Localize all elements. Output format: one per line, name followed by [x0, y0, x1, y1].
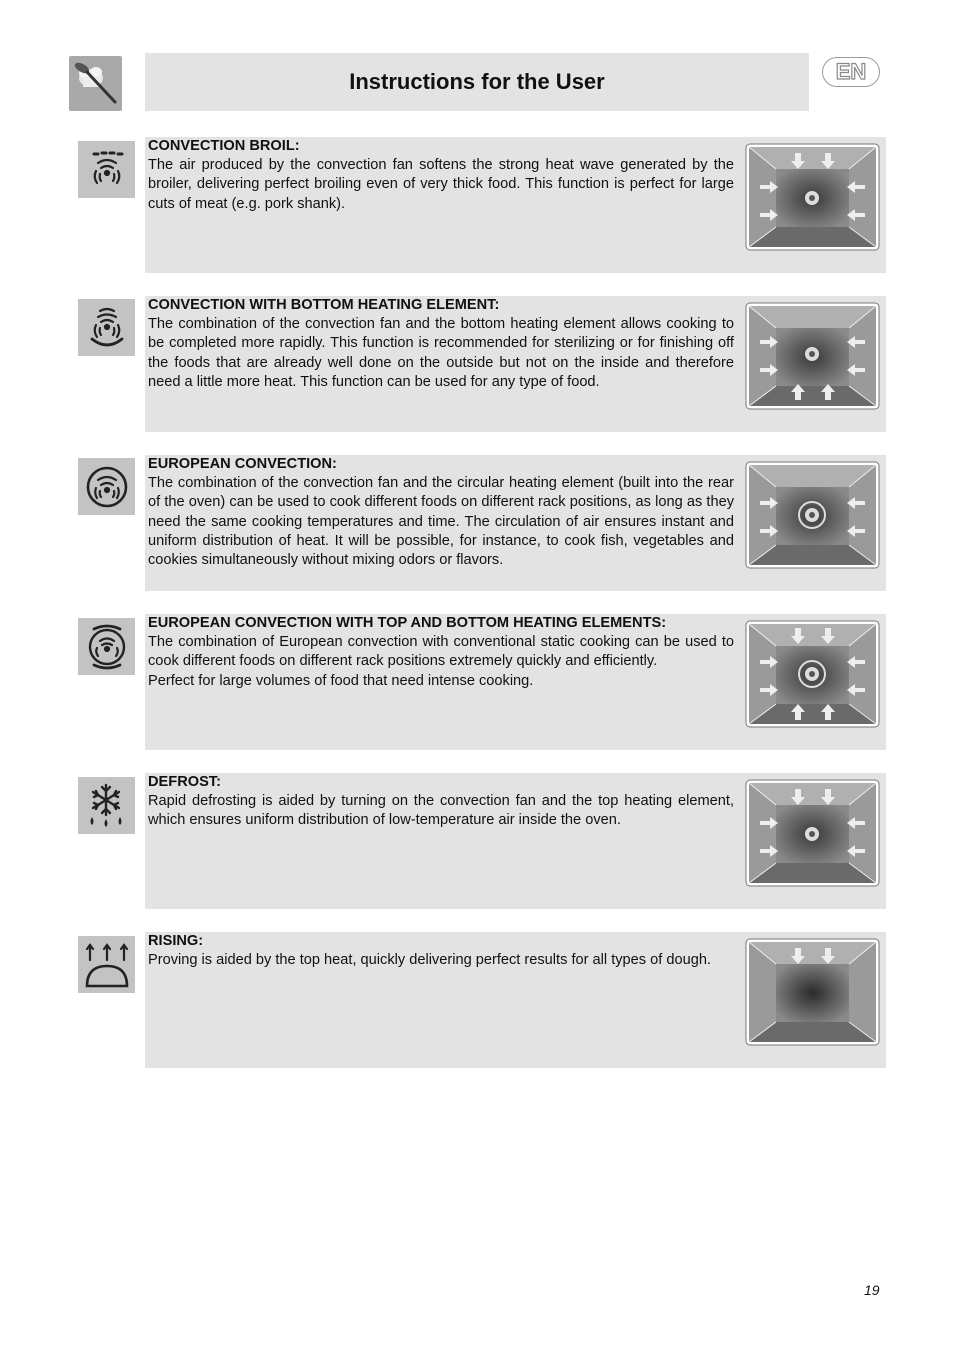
- european-convection-top-bottom-symbol-icon: [78, 618, 135, 675]
- section-title: RISING:: [148, 933, 204, 949]
- language-badge: EN: [822, 57, 880, 87]
- defrost-symbol-icon: [78, 777, 135, 834]
- rising-symbol-icon: [78, 936, 135, 993]
- section-description: Proving is aided by the top heat, quickly delivering perfect results for all types of dough.: [148, 952, 711, 969]
- section-description: The air produced by the convection fan softens the strong heat wave generated by the broiler, delivering perfect broiling even of very thick food. This function is perfect for large cuts of meat (e.g. pork shank).: [148, 157, 734, 212]
- section-description: The combination of the convection fan and the bottom heating element allows cooking to be completed more rapidly. This function is recommended for sterilizing or for finishing off the foods that are already well done on the outside but not on the inside and therefore need a little more heat. This function can be used for any type of food.: [148, 316, 734, 390]
- oven-diagram-european-convection: [745, 461, 880, 569]
- convection-broil-symbol-icon: [78, 141, 135, 198]
- function-section-rising: [145, 932, 886, 1068]
- section-title: CONVECTION BROIL:: [148, 138, 300, 154]
- section-title: EUROPEAN CONVECTION WITH TOP AND BOTTOM HEATING ELEMENTS:: [148, 615, 667, 631]
- section-description: The combination of the convection fan and the circular heating element (built into the rear of the oven) can be used to cook different foods on different rack positions, as long as they need the same cooking temperatures and time. The circulation of air ensures instant and uniform distribution of heat. It will be possible, for instance, to cook fish, vegetables and cookies simultaneously without mixing odors or flavors.: [148, 475, 734, 569]
- oven-diagram-rising: [745, 938, 880, 1046]
- oven-diagram-european-convection-top-bottom: [745, 620, 880, 728]
- oven-diagram-convection-broil: [745, 143, 880, 251]
- section-title: DEFROST:: [148, 774, 221, 790]
- convection-bottom-symbol-icon: [78, 299, 135, 356]
- function-section-defrost: [145, 773, 886, 909]
- function-section-european-convection: [145, 455, 886, 591]
- page-title: Instructions for the User: [349, 69, 605, 94]
- section-description: The combination of European convection with conventional static cooking can be used to cook different foods on different rack positions extremely quickly and efficiently.: [148, 634, 734, 670]
- page-number: 19: [864, 1282, 880, 1298]
- header-bar: [145, 53, 809, 111]
- brand-logo-icon: [69, 56, 122, 111]
- oven-diagram-defrost: [745, 779, 880, 887]
- function-section-european-convection-top-bottom: [145, 614, 886, 750]
- function-section-convection-bottom: [145, 296, 886, 432]
- section-description: Rapid defrosting is aided by turning on the convection fan and the top heating element, which ensures uniform distribution of low-temperature air inside the oven.: [148, 793, 734, 829]
- european-convection-symbol-icon: [78, 458, 135, 515]
- section-title: CONVECTION WITH BOTTOM HEATING ELEMENT:: [148, 297, 500, 313]
- oven-diagram-convection-bottom: [745, 302, 880, 410]
- section-title: EUROPEAN CONVECTION:: [148, 456, 337, 472]
- section-description-extra: Perfect for large volumes of food that need intense cooking.: [148, 672, 534, 689]
- function-section-convection-broil: [145, 137, 886, 273]
